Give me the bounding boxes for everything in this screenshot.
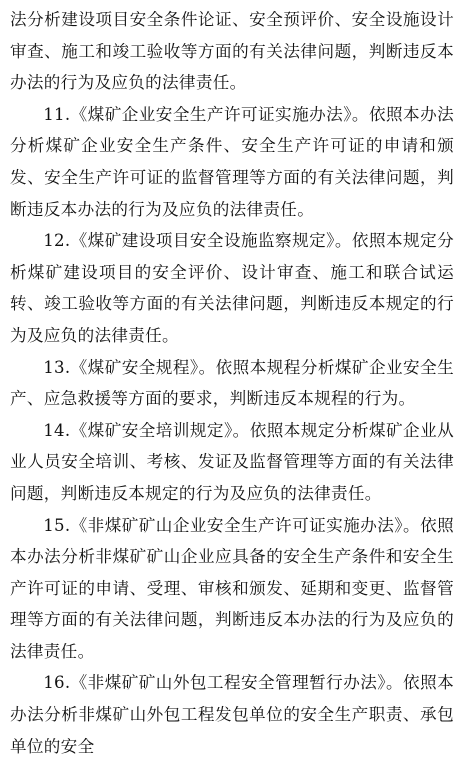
paragraph-item-15: 15.《非煤矿矿山企业安全生产许可证实施办法》。依照本办法分析非煤矿矿山企业应具备的安全生产条件和安全生产许可证的申请、受理、审核和颁发、延期和变更、监督管理等方面的有关法律问题，判断违反本办法的行为及应负的法律责任。 [10,515,454,661]
paragraph-item-13: 13.《煤矿安全规程》。依照本规程分析煤矿企业安全生产、应急救援等方面的要求，判断违反本规程的行为。 [10,357,454,409]
paragraph-item-11: 11.《煤矿企业安全生产许可证实施办法》。依照本办法分析煤矿企业安全生产条件、安全生产许可证的申请和颁发、安全生产许可证的监督管理等方面的有关法律问题，判断违反本办法的行为及应负的法律责任。 [10,104,454,219]
paragraph-continuation: 法分析建设项目安全条件论证、安全预评价、安全设施设计审查、施工和竣工验收等方面的有关法律问题，判断违反本办法的行为及应负的法律责任。 [10,10,454,93]
paragraph-item-16: 16.《非煤矿矿山外包工程安全管理暂行办法》。依照本办法分析非煤矿山外包工程发包单位的安全生产职责、承包单位的安全 [10,673,454,756]
paragraph-item-12: 12.《煤矿建设项目安全设施监察规定》。依照本规定分析煤矿建设项目的安全评价、设计审查、施工和联合试运转、竣工验收等方面的有关法律问题，判断违反本规定的行为及应负的法律责任。 [10,231,454,345]
paragraph-item-14: 14.《煤矿安全培训规定》。依照本规定分析煤矿企业从业人员安全培训、考核、发证及监督管理等方面的有关法律问题，判断违反本规定的行为及应负的法律责任。 [10,420,454,503]
